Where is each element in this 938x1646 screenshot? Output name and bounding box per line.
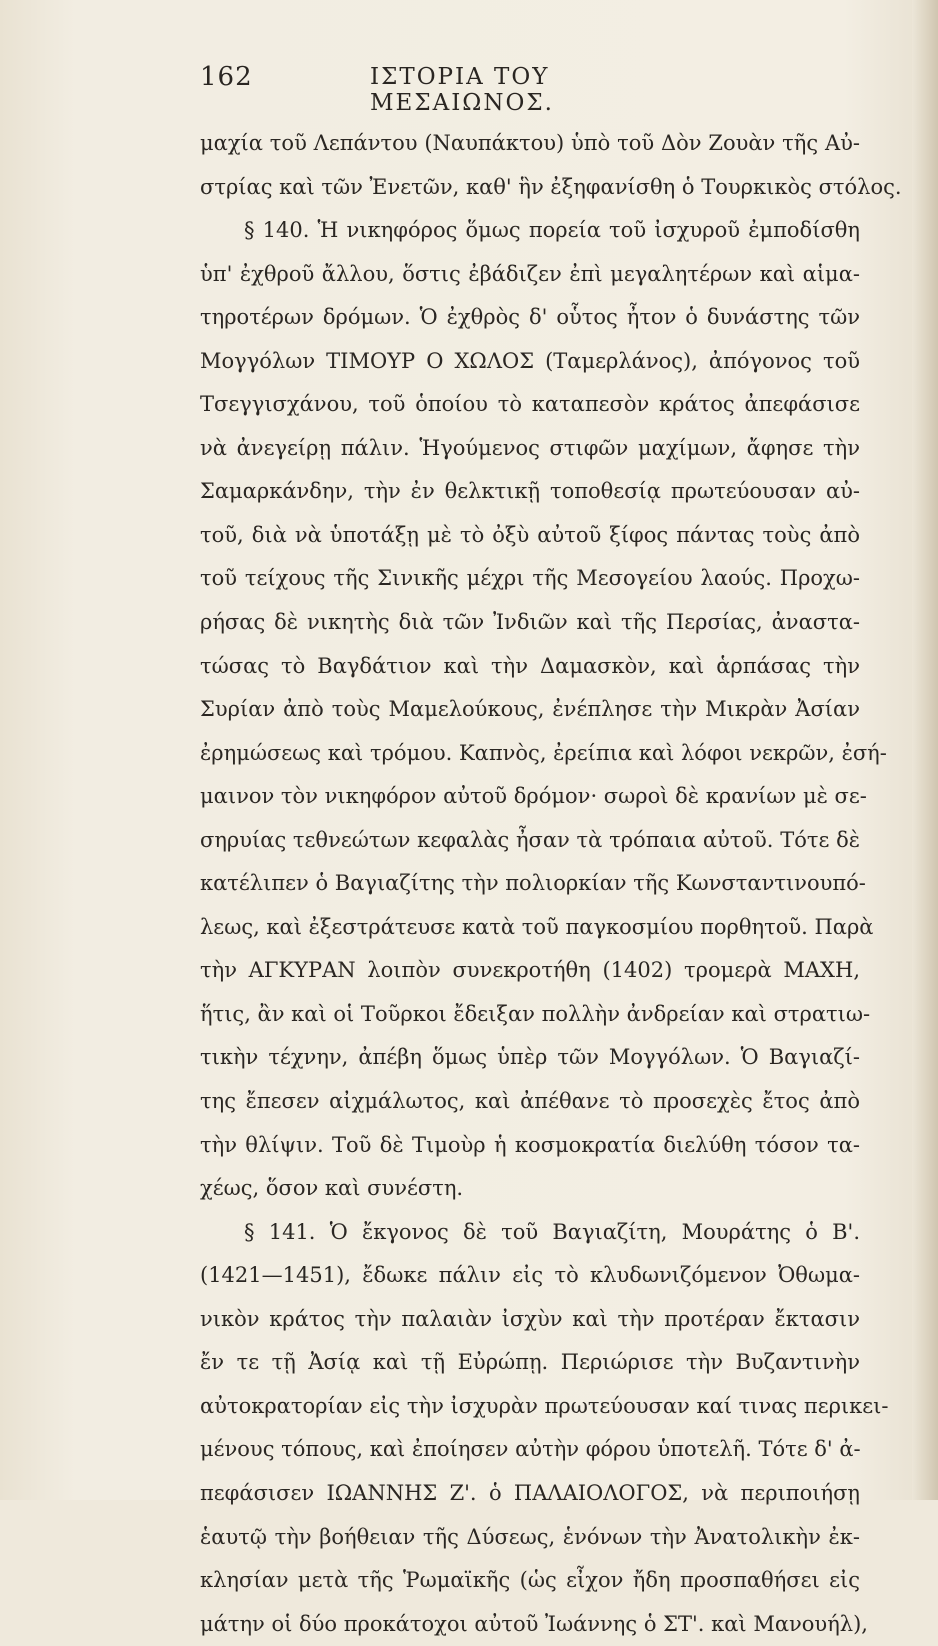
text-line: της ἔπεσεν αἰχμάλωτος, καὶ ἀπέθανε τὸ προσεχὲς ἔτος ἀπὸ xyxy=(200,1089,860,1114)
text-line: ὑπ' ἐχθροῦ ἄλλου, ὅστις ἐβάδιζεν ἐπὶ μεγαλητέρων καὶ αἱμα- xyxy=(200,261,860,286)
text-line: ἥτις, ἂν καὶ οἱ Τοῦρκοι ἔδειξαν πολλὴν ἀνδρείαν καὶ στρατιω- xyxy=(200,1001,871,1026)
text-line: τικὴν τέχνην, ἀπέβη ὅμως ὑπὲρ τῶν Μογγόλων. Ὁ Βαγιαζί- xyxy=(200,1045,860,1070)
page-number: 162 xyxy=(200,62,253,92)
text-line: Μογγόλων ΤΙΜΟΥΡ Ο ΧΩΛΟΣ (Ταμερλάνος), ἀπόγονος τοῦ xyxy=(200,348,860,373)
running-head: ΙΣΤΟΡΙΑ ΤΟΥ ΜΕΣΑΙΩΝΟΣ. xyxy=(370,64,554,116)
text-line: ἑαυτῷ τὴν βοήθειαν τῆς Δύσεως, ἑνόνων τὴν Ἀνατολικὴν ἐκ- xyxy=(200,1524,860,1549)
text-line: στρίας καὶ τῶν Ἐνετῶν, καθ' ἣν ἐξηφανίσθη ὁ Τουρκικὸς στόλος. xyxy=(200,174,902,199)
text-line: τώσας τὸ Βαγδάτιον καὶ τὴν Δαμασκὸν, καὶ ἁρπάσας τὴν xyxy=(200,653,860,678)
page-header xyxy=(200,62,720,116)
text-line: (1421—1451), ἔδωκε πάλιν εἰς τὸ κλυδωνιζόμενον Ὀθωμα- xyxy=(200,1263,860,1288)
text-line: μένους τόπους, καὶ ἐποίησεν αὐτὴν φόρου ὑποτελῆ. Τότε δ' ἀ- xyxy=(200,1437,861,1462)
text-line: νικὸν κράτος τὴν παλαιὰν ἰσχὺν καὶ τὴν προτέραν ἔκτασιν xyxy=(200,1306,860,1331)
body-text xyxy=(200,122,902,1646)
text-line: μάτην οἱ δύο προκάτοχοι αὐτοῦ Ἰωάννης ὁ ΣΤ'. καὶ Μανουήλ), xyxy=(200,1611,868,1636)
text-line: λεως, καὶ ἐξεστράτευσε κατὰ τοῦ παγκοσμίου πορθητοῦ. Παρὰ xyxy=(200,914,874,939)
text-line: μαχία τοῦ Λεπάντου (Ναυπάκτου) ὑπὸ τοῦ Δὸν Ζουὰν τῆς Αὐ- xyxy=(200,131,860,155)
text-line: τηροτέρων δρόμων. Ὁ ἐχθρὸς δ' οὗτος ἦτον ὁ δυνάστης τῶν xyxy=(200,305,860,330)
text-line: τοῦ τείχους τῆς Σινικῆς μέχρι τῆς Μεσογείου λαούς. Προχω- xyxy=(200,566,860,591)
section-140-start-line: § 140. Ἡ νικηφόρος ὅμως πορεία τοῦ ἰσχυροῦ ἐμποδίσθη xyxy=(244,218,860,243)
text-line: τοῦ, διὰ νὰ ὑποτάξῃ μὲ τὸ ὀξὺ αὐτοῦ ξίφος πάντας τοὺς ἀπὸ xyxy=(200,522,860,547)
text-line: τὴν ΑΓΚΥΡΑΝ λοιπὸν συνεκροτήθη (1402) τρομερὰ ΜΑΧΗ, xyxy=(200,958,860,983)
text-line: κατέλιπεν ὁ Βαγιαζίτης τὴν πολιορκίαν τῆς Κωνσταντινουπό- xyxy=(200,871,866,896)
text-line: Σαμαρκάνδην, τὴν ἐν θελκτικῇ τοποθεσίᾳ πρωτεύουσαν αὐ- xyxy=(200,479,860,504)
text-line: νὰ ἀνεγείρῃ πάλιν. Ἡγούμενος στιφῶν μαχίμων, ἄφησε τὴν xyxy=(200,435,860,460)
text-line: Τσεγγισχάνου, τοῦ ὁποίου τὸ καταπεσὸν κράτος ἀπεφάσισε xyxy=(200,392,860,417)
paragraph-end-line: χέως, ὅσον καὶ συνέστη. xyxy=(200,1176,464,1201)
text-line: τὴν θλίψιν. Τοῦ δὲ Τιμοὺρ ἡ κοσμοκρατία διελύθη τόσον τα- xyxy=(200,1132,860,1157)
text-line: μαινον τὸν νικηφόρον αὐτοῦ δρόμον· σωροὶ δὲ κρανίων μὲ σε- xyxy=(200,784,867,809)
section-141-start-line: § 141. Ὁ ἔκγονος δὲ τοῦ Βαγιαζίτη, Μουράτης ὁ Β'. xyxy=(244,1219,860,1244)
text-line: αὐτοκρατορίαν εἰς τὴν ἰσχυρὰν πρωτεύουσαν καί τινας περικει- xyxy=(200,1393,889,1418)
text-line: ἐρημώσεως καὶ τρόμου. Καπνὸς, ἐρείπια καὶ λόφοι νεκρῶν, ἐσή- xyxy=(200,740,887,765)
text-line: κλησίαν μετὰ τῆς Ῥωμαϊκῆς (ὡς εἶχον ἤδη προσπαθήσει εἰς xyxy=(200,1568,860,1593)
text-line: σηρυίας τεθνεώτων κεφαλὰς ἦσαν τὰ τρόπαια αὐτοῦ. Τότε δὲ xyxy=(200,827,860,852)
text-line: ἔν τε τῇ Ἀσίᾳ καὶ τῇ Εὐρώπῃ. Περιώρισε τὴν Βυζαντινὴν xyxy=(200,1350,860,1375)
text-line: ρήσας δὲ νικητὴς διὰ τῶν Ἰνδιῶν καὶ τῆς Περσίας, ἀναστα- xyxy=(200,610,860,635)
page-edge-shadow xyxy=(912,0,938,1500)
text-line: Συρίαν ἀπὸ τοὺς Μαμελούκους, ἐνέπλησε τὴν Μικρὰν Ἀσίαν xyxy=(200,697,860,722)
text-line: πεφάσισεν ΙΩΑΝΝΗΣ Ζ'. ὁ ΠΑΛΑΙΟΛΟΓΟΣ, νὰ περιποιήσῃ xyxy=(200,1480,860,1505)
